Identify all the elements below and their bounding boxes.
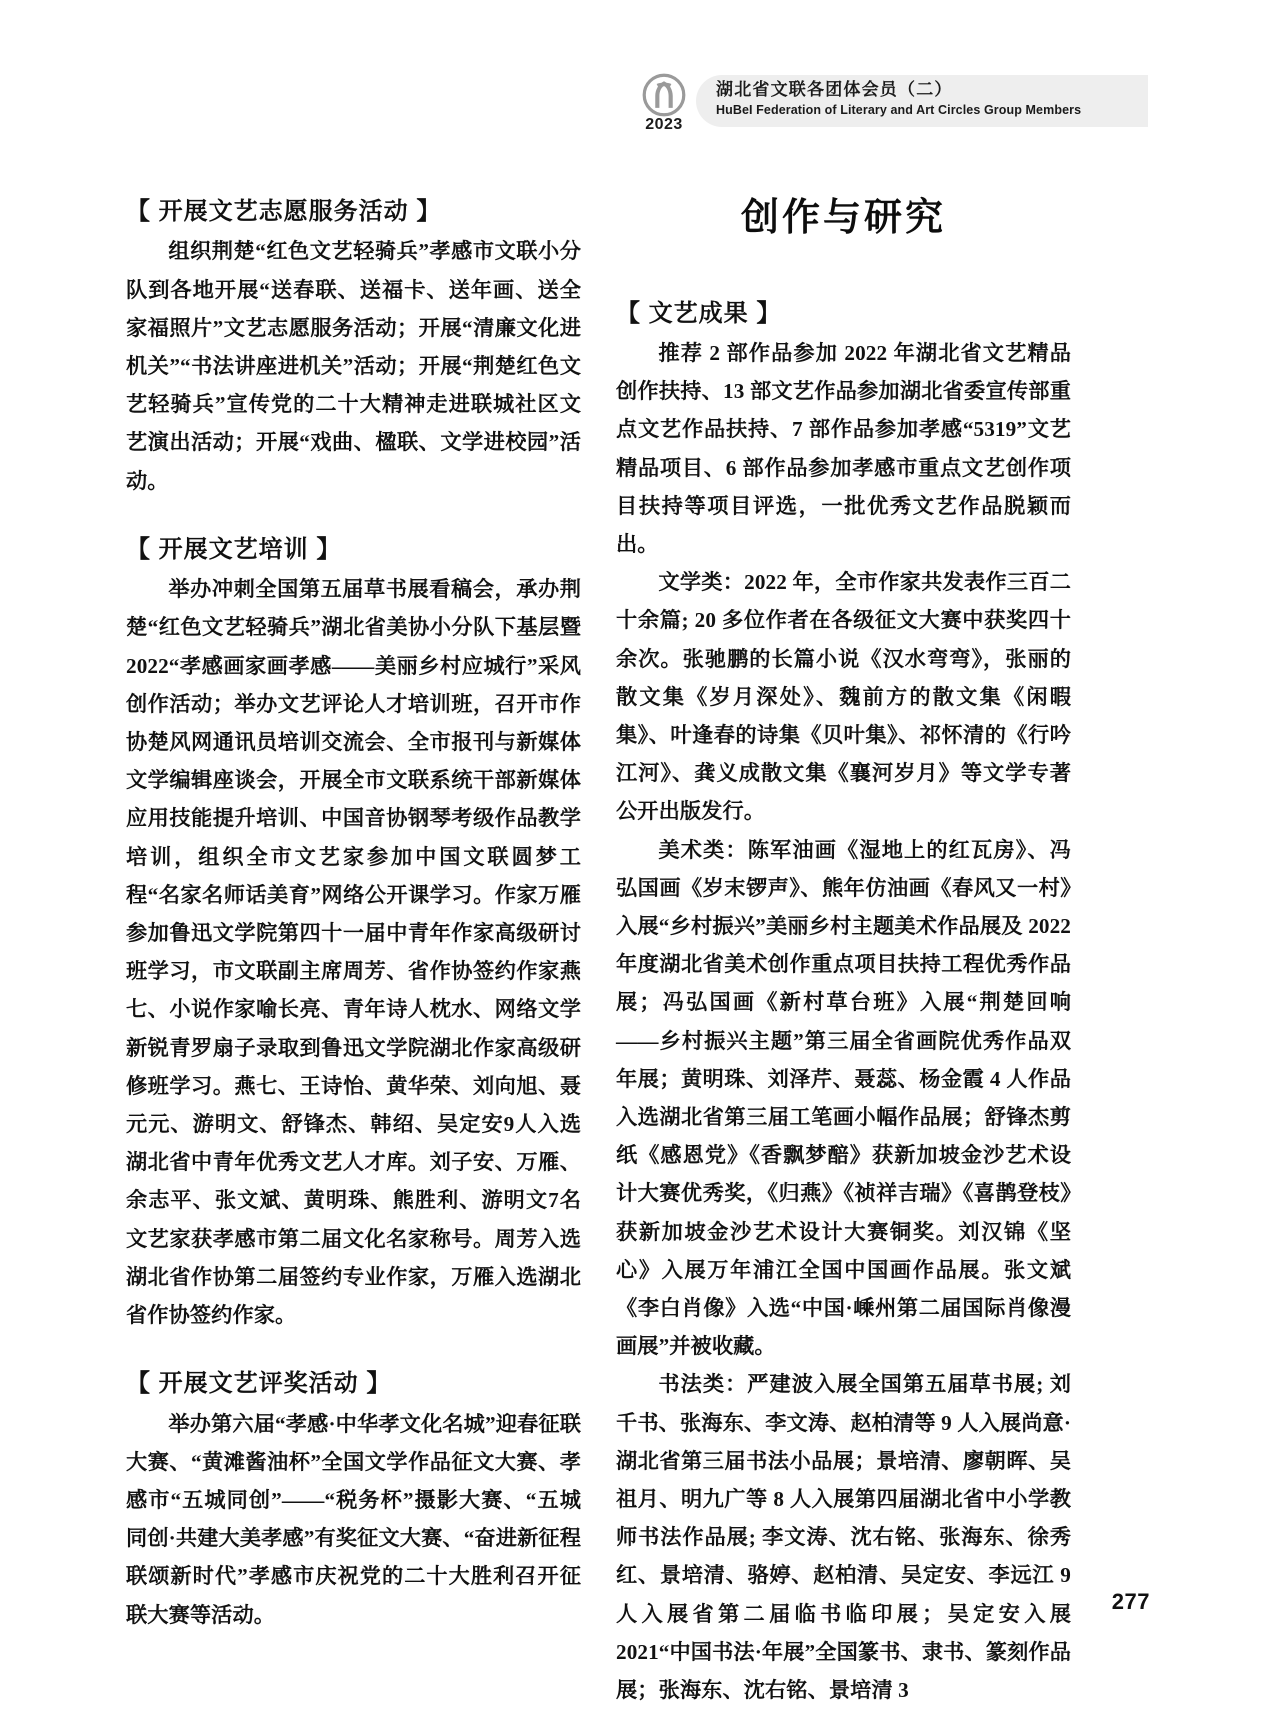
header-titles xyxy=(716,79,1081,120)
paragraph-text-fine-arts: 陈军油画《湿地上的红瓦房》、冯弘国画《岁末锣声》、熊年仿油画《春风又一村》入展“乡村振兴”美丽乡村主题美术作品展及 2022 年度湖北省美术创作重点项目扶持工程优秀作品展；冯弘国画《新村草台班》入展“荆楚回响——乡村振兴主题”第三届全省画院优秀作品双年展；黄明珠、刘泽芹、聂蕊、杨金霞 4 人作品入选湖北省第三届工笔画小幅作品展；舒锋杰剪纸《感恩党》《香飘梦醅》获新加坡金沙艺术设计大赛优秀奖，《归燕》《祯祥吉瑞》《喜鹊登枝》获新加坡金沙艺术设计大赛铜奖。刘汉锦《坚心》入展万年浦江全国中国画作品展。张文斌《李白肖像》入选“中国·嵊州第二届国际肖像漫画展”并被收藏。 xyxy=(616,837,1072,1359)
left-column xyxy=(126,196,581,1634)
section-heading-art-awards: 【 开展文艺评奖活动 】 xyxy=(126,1370,392,1398)
page-header xyxy=(628,72,1148,136)
right-column xyxy=(616,196,1071,1709)
paragraph-art-awards: 举办第六届“孝感·中华孝文化名城”迎春征联大赛、“黄滩酱油杯”全国文学作品征文大赛、孝感市“五城同创”——“税务杯”摄影大赛、“五城同创·共建大美孝感”有奖征文大赛、“奋进新征程 联颂新时代”孝感市庆祝党的二十大胜利召开征联大赛等活动。 xyxy=(126,1411,581,1627)
paragraph-achievements-overview xyxy=(616,334,1071,563)
page-title: 创作与研究 xyxy=(740,197,946,239)
paragraph-literature-category xyxy=(616,563,1071,830)
paragraph-art-training: 举办冲刺全国第五届草书展看稿会，承办荆楚“红色文艺轻骑兵”湖北省美协小分队下基层暨2022“孝感画家画孝感——美丽乡村应城行”采风创作活动；举办文艺评论人才培训班，召开市作协楚风网通讯员培训交流会、全市报刊与新媒体文学编辑座谈会，开展全市文联系统干部新媒体应用技能提升培训、中国音协钢琴考级作品教学培训，组织全市文艺家参加中国文联圆梦工程“名家名师话美育”网络公开课学习。作家万雁参加鲁迅文学院第四十一届中青年作家高级研讨班学习，市文联副主席周芳、省作协签约作家燕七、小说作家喻长亮、青年诗人枕水、网络文学新锐青罗扇子录取到鲁迅文学院湖北作家高级研修班学习。燕七、王诗怡、黄华荣、刘向旭、聂元元、游明文、舒锋杰、韩绍、吴定安9人入选湖北省中青年优秀文艺人才库。刘子安、万雁、余志平、张文斌、黄明珠、熊胜利、游明文7名文艺家获孝感市第二届文化名家称号。周芳入选湖北省作协第二届签约专业作家，万雁入选湖北省作协签约作家。 xyxy=(126,577,581,1328)
section-heading-volunteer-activities: 【 开展文艺志愿服务活动 】 xyxy=(126,198,442,225)
paragraph-fine-arts-category xyxy=(616,831,1071,1366)
page-number: 277 xyxy=(1111,1589,1150,1614)
header-year: 2023 xyxy=(645,116,683,133)
header-title-en: HuBeI Federation of Literary and Art Circles Group Members xyxy=(716,103,1082,118)
header-title-cn: 湖北省文联各团体会员（二） xyxy=(716,80,953,99)
paragraph-label-calligraphy: 书法类： xyxy=(658,1372,748,1397)
section-heading-art-training: 【 开展文艺培训 】 xyxy=(126,535,342,563)
paragraph-label-literature: 文学类： xyxy=(658,570,745,595)
header-logo xyxy=(628,72,700,136)
federation-emblem-icon xyxy=(641,72,687,118)
paragraph-label-fine-arts: 美术类： xyxy=(658,837,748,862)
paragraph-text-calligraphy: 严建波入展全国第五届草书展; 刘千书、张海东、李文涛、赵柏清等 9 人入展尚意·湖北省第三届书法小品展；景培清、廖朝晖、吴祖月、明九广等 8 人入展第四届湖北省中小学教师书法作品展; 李文涛、沈右铭、张海东、徐秀红、景培清、骆婷、赵柏清、吴定安、李远江 9 人入展省第二届临书临印展；吴定安入展 2021“中国书法·年展”全国篆书、隶书、篆刻作品展；张海东、沈右铭、景培清 3 xyxy=(616,1372,1071,1703)
paragraph-volunteer-activities: 组织荆楚“红色文艺轻骑兵”孝感市文联小分队到各地开展“送春联、送福卡、送年画、送全家福照片”文艺志愿服务活动；开展“清廉文化进机关”“书法讲座进机关”活动；开展“荆楚红色文艺轻骑兵”宣传党的二十大精神走进联城社区文艺演出活动；开展“戏曲、楹联、文学进校园”活动。 xyxy=(126,239,581,493)
paragraph-text-overview: 推荐 2 部作品参加 2022 年湖北省文艺精品创作扶持、13 部文艺作品参加湖北省委宣传部重点文艺作品扶持、7 部作品参加孝感“5319”文艺精品项目、6 部作品参加孝感市重点文艺创作项目扶持等项目评选，一批优秀文艺作品脱颖而出。 xyxy=(616,340,1071,556)
paragraph-calligraphy-category xyxy=(616,1365,1071,1709)
paragraph-text-literature: 2022 年，全市作家共发表作三百二十余篇; 20 多位作者在各级征文大赛中获奖四十余次。张驰鹏的长篇小说《汉水弯弯》，张丽的散文集《岁月深处》、魏前方的散文集《闲暇集》、叶逢春的诗集《贝叶集》、祁怀清的《行吟江河》、龚义成散文集《襄河岁月》等文学专著公开出版发行。 xyxy=(616,570,1071,824)
section-heading-art-achievements: 【 文艺成果 】 xyxy=(616,299,782,327)
